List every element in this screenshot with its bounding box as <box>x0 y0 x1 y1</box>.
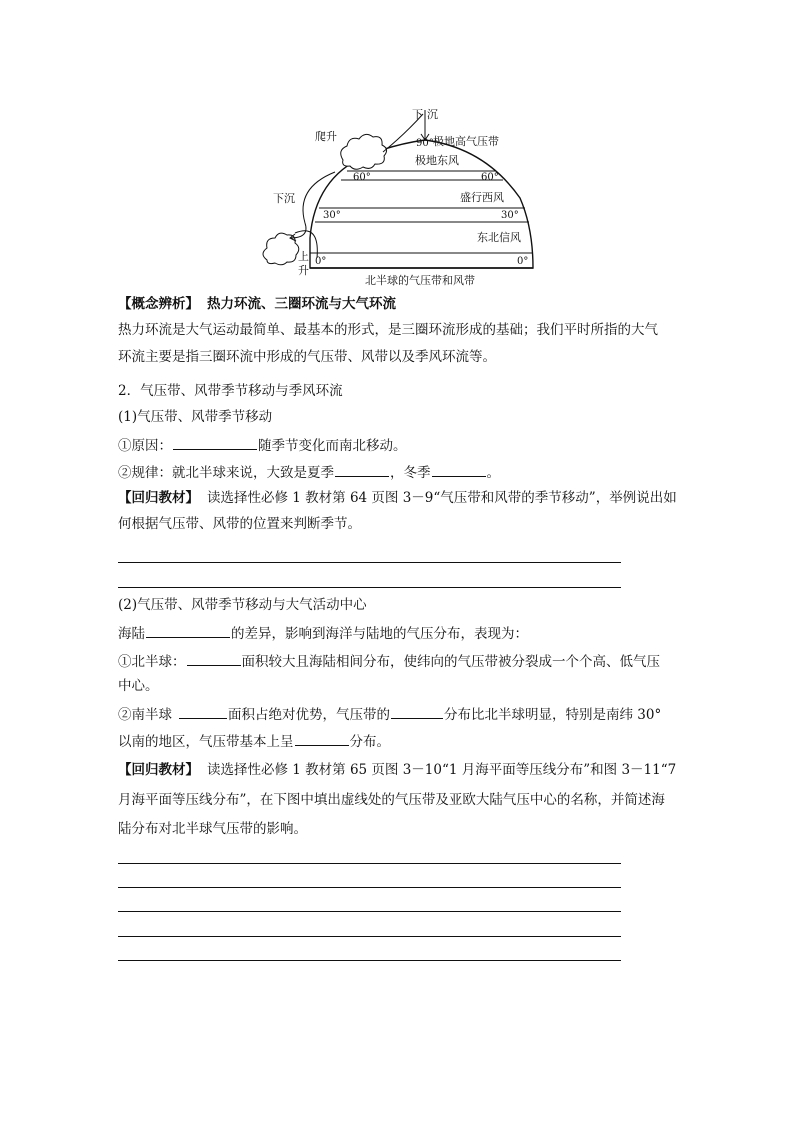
answer-line-7[interactable] <box>118 960 621 961</box>
label-0-left: 0° <box>315 256 327 267</box>
review-2-text1: 读选择性必修 1 教材第 65 页图 3－10“1 月海平面等压线分布”和图 3－11“7 <box>207 762 677 778</box>
landsea-prefix: 海陆 <box>118 626 145 642</box>
subsection-2-title: (2)气压带、风带季节移动与大气活动中心 <box>118 597 367 613</box>
diagram-caption: 北半球的气压带和风带 <box>365 274 475 287</box>
label-rise-bottom-1: 上 <box>298 250 309 263</box>
sh-mid: 面积占绝对优势，气压带的 <box>228 707 390 723</box>
sh-line <box>118 705 661 723</box>
label-0-right: 0° <box>517 256 529 267</box>
winter-blank[interactable] <box>432 463 486 477</box>
label-60-right: 60° <box>481 172 499 183</box>
concept-tag: 【概念辨析】 <box>118 296 199 312</box>
arrow-left-loop <box>290 172 335 238</box>
review-1-line2: 何根据气压带、风带的位置来判断季节。 <box>118 516 361 532</box>
review-1-line1 <box>118 490 677 506</box>
rule-end: 。 <box>486 465 500 481</box>
summer-blank[interactable] <box>335 463 389 477</box>
concept-title: 热力环流、三圈环流与大气环流 <box>207 296 396 312</box>
label-30-right: 30° <box>501 210 519 221</box>
cause-suffix: 随季节变化而南北移动。 <box>258 438 407 454</box>
label-60-left: 60° <box>353 172 371 183</box>
landsea-suffix: 的差异，影响到海洋与陆地的气压分布，表现为： <box>231 626 528 642</box>
sh-prefix: ②南半球 <box>118 707 172 723</box>
rule-prefix: ②规律：就北半球来说，大致是夏季 <box>118 465 334 481</box>
sh-line2 <box>118 732 390 750</box>
label-sink-top-1: 下 <box>412 108 423 121</box>
nh-prefix: ①北半球： <box>118 654 186 670</box>
landsea-line <box>118 624 528 642</box>
sh-line2-suffix: 分布。 <box>349 734 390 750</box>
sh-blank-2[interactable] <box>391 705 443 719</box>
review-1-tag: 【回归教材】 <box>118 490 199 506</box>
answer-line-2[interactable] <box>118 587 621 588</box>
concept-heading <box>118 296 396 312</box>
label-sink-left: 下沉 <box>273 192 295 205</box>
label-90: 90° <box>416 138 434 149</box>
pressure-wind-belt-diagram <box>255 98 545 288</box>
review-2-tag: 【回归教材】 <box>118 762 199 778</box>
nh-line2: 中心。 <box>118 678 159 694</box>
label-polar-high: 极地高气压带 <box>433 135 499 148</box>
sh-blank-3[interactable] <box>295 732 349 746</box>
sh-suffix: 分布比北半球明显，特别是南纬 30° <box>444 707 662 723</box>
cloud-upper-icon <box>341 134 387 169</box>
sh-line2-prefix: 以南的地区，气压带基本上呈 <box>118 734 294 750</box>
answer-line-1[interactable] <box>118 562 621 563</box>
nh-suffix: 面积较大且海陆相间分布，使纬向的气压带被分裂成一个个高、低气压 <box>241 654 660 670</box>
answer-line-4[interactable] <box>118 887 621 888</box>
label-ne-trades: 东北信风 <box>477 231 521 244</box>
label-polar-easterlies: 极地东风 <box>415 154 459 167</box>
label-sink-top-2: 沉 <box>427 108 438 121</box>
review-1-text1: 读选择性必修 1 教材第 64 页图 3－9“气压带和风带的季节移动”，举例说出如 <box>207 490 677 506</box>
rule-line <box>118 463 500 481</box>
section-2-title: 2．气压带、风带季节移动与季风环流 <box>118 383 343 399</box>
review-2-line1 <box>118 762 676 778</box>
label-30-left: 30° <box>323 210 341 221</box>
answer-line-3[interactable] <box>118 863 621 864</box>
review-2-line2: 月海平面等压线分布”，在下图中填出虚线处的气压带及亚欧大陆气压中心的名称，并简述海 <box>118 792 665 808</box>
answer-line-6[interactable] <box>118 936 621 937</box>
cause-prefix: ①原因： <box>118 438 172 454</box>
subsection-1-title: (1)气压带、风带季节移动 <box>118 409 273 425</box>
concept-paragraph-line2: 环流主要是指三圈环流中形成的气压带、风带以及季风环流等。 <box>118 349 496 365</box>
nh-blank[interactable] <box>187 652 241 666</box>
label-rise-top: 爬升 <box>315 130 337 143</box>
review-2-line3: 陆分布对北半球气压带的影响。 <box>118 821 307 837</box>
rule-mid: ，冬季 <box>390 465 431 481</box>
label-westerlies: 盛行西风 <box>460 191 504 204</box>
label-rise-bottom-2: 升 <box>298 264 309 277</box>
sh-blank-1[interactable] <box>179 705 227 719</box>
nh-line <box>118 652 660 670</box>
concept-paragraph-line1: 热力环流是大气运动最简单、最基本的形式，是三圈环流形成的基础；我们平时所指的大气 <box>118 322 658 338</box>
answer-line-5[interactable] <box>118 911 621 912</box>
landsea-blank[interactable] <box>146 624 230 638</box>
cause-blank[interactable] <box>173 436 257 450</box>
cause-line <box>118 436 407 454</box>
